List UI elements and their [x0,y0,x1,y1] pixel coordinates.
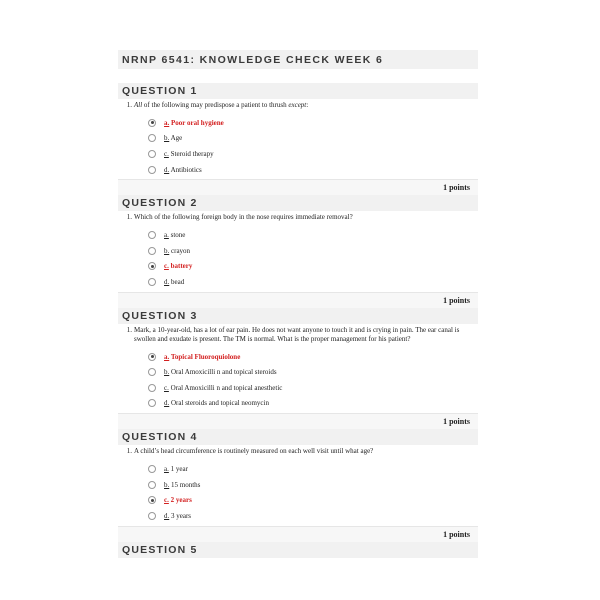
question-heading: QUESTION 3 [118,308,478,324]
radio-icon[interactable] [148,278,156,286]
radio-icon[interactable] [148,231,156,239]
question-text-emphasis: All [134,101,143,109]
option-letter: c. [164,149,169,158]
points-label: 1 points [118,413,478,429]
answer-option-b[interactable] [148,131,478,147]
option-text: Antibiotics [169,165,202,174]
radio-selected-icon[interactable] [148,119,156,127]
answer-option-c[interactable] [148,380,478,396]
answer-option-d[interactable] [148,274,478,290]
option-letter: a. [164,464,169,473]
page-title: NRNP 6541: KNOWLEDGE CHECK WEEK 6 [118,50,478,69]
option-letter: a. [164,231,169,240]
question-text [118,326,478,344]
question-1 [118,83,478,195]
question-3 [118,308,478,429]
answer-option-a[interactable] [148,461,478,477]
answer-option-a[interactable] [148,227,478,243]
option-text: Oral steroids and topical neomycin [169,399,269,408]
answer-options [118,115,478,177]
radio-icon[interactable] [148,247,156,255]
option-text: Age [169,134,183,143]
radio-icon[interactable] [148,465,156,473]
radio-icon[interactable] [148,384,156,392]
answer-option-c[interactable] [148,492,478,508]
option-text: stone [168,231,186,240]
question-number: 1. [126,447,132,456]
answer-option-a[interactable] [148,349,478,365]
option-letter: d. [164,399,170,408]
question-text-body: Mark, a 10-year-old, has a lot of ear pain. He does not want anyone to touch it and is crying in pain. The ear canal is swollen and exudate is present. The TM is normal. What is the proper management for his patient? [134,325,460,343]
spacer [118,69,478,83]
points-label: 1 points [118,292,478,308]
option-text: 1 year [168,464,188,473]
option-letter: a. [164,118,170,127]
radio-icon[interactable] [148,399,156,407]
question-text [118,101,478,110]
option-letter: b. [164,134,170,143]
option-letter: b. [164,480,170,489]
radio-icon[interactable] [148,512,156,520]
option-text: Topical Fluoroquiolone [169,352,241,361]
question-5 [118,542,478,558]
document-page [118,50,478,558]
option-text: Steroid therapy [168,149,214,158]
radio-selected-icon[interactable] [148,496,156,504]
question-number: 1. [126,325,132,334]
option-text: 3 years [169,511,192,520]
question-text-middle: of the following may predispose a patient to thrush [142,101,289,109]
radio-selected-icon[interactable] [148,262,156,270]
question-number: 1. [126,213,132,222]
answer-options [118,461,478,523]
option-text: 2 years [168,496,192,505]
option-letter: c. [164,262,169,271]
option-letter: d. [164,165,170,174]
answer-option-b[interactable] [148,364,478,380]
question-2 [118,195,478,307]
option-text: Oral Amoxicilli n and topical steroids [169,368,277,377]
answer-option-b[interactable] [148,243,478,259]
answer-option-d[interactable] [148,508,478,524]
question-heading: QUESTION 1 [118,83,478,99]
option-text: bead [169,277,185,286]
answer-options [118,227,478,289]
answer-option-c[interactable] [148,259,478,275]
question-text-body: Which of the following foreign body in the nose requires immediate removal? [134,213,353,222]
answer-option-b[interactable] [148,477,478,493]
answer-option-c[interactable] [148,146,478,162]
radio-icon[interactable] [148,368,156,376]
question-text-emphasis-except: except [288,101,307,109]
option-text: crayon [169,246,191,255]
radio-selected-icon[interactable] [148,353,156,361]
option-text: battery [168,262,193,271]
points-label: 1 points [118,179,478,195]
question-text [118,213,478,222]
radio-icon[interactable] [148,150,156,158]
question-heading: QUESTION 5 [118,542,478,558]
option-letter: b. [164,246,170,255]
question-heading: QUESTION 4 [118,429,478,445]
option-letter: a. [164,352,170,361]
option-text: Oral Amoxicilli n and topical anesthetic [168,383,283,392]
answer-option-d[interactable] [148,396,478,412]
radio-icon[interactable] [148,166,156,174]
option-text: 15 months [169,480,201,489]
question-text-body: A child’s head circumference is routinely measured on each well visit until what age? [134,447,374,456]
question-heading: QUESTION 2 [118,195,478,211]
question-text [118,447,478,456]
option-letter: d. [164,277,170,286]
option-text: Poor oral hygiene [169,118,224,127]
points-label: 1 points [118,526,478,542]
answer-options [118,349,478,411]
option-letter: c. [164,496,169,505]
question-4 [118,429,478,541]
question-number: 1. [126,101,132,109]
option-letter: b. [164,368,170,377]
question-text-end: : [306,101,309,109]
option-letter: d. [164,511,170,520]
radio-icon[interactable] [148,134,156,142]
answer-option-d[interactable] [148,162,478,178]
radio-icon[interactable] [148,481,156,489]
option-letter: c. [164,383,169,392]
answer-option-a[interactable] [148,115,478,131]
